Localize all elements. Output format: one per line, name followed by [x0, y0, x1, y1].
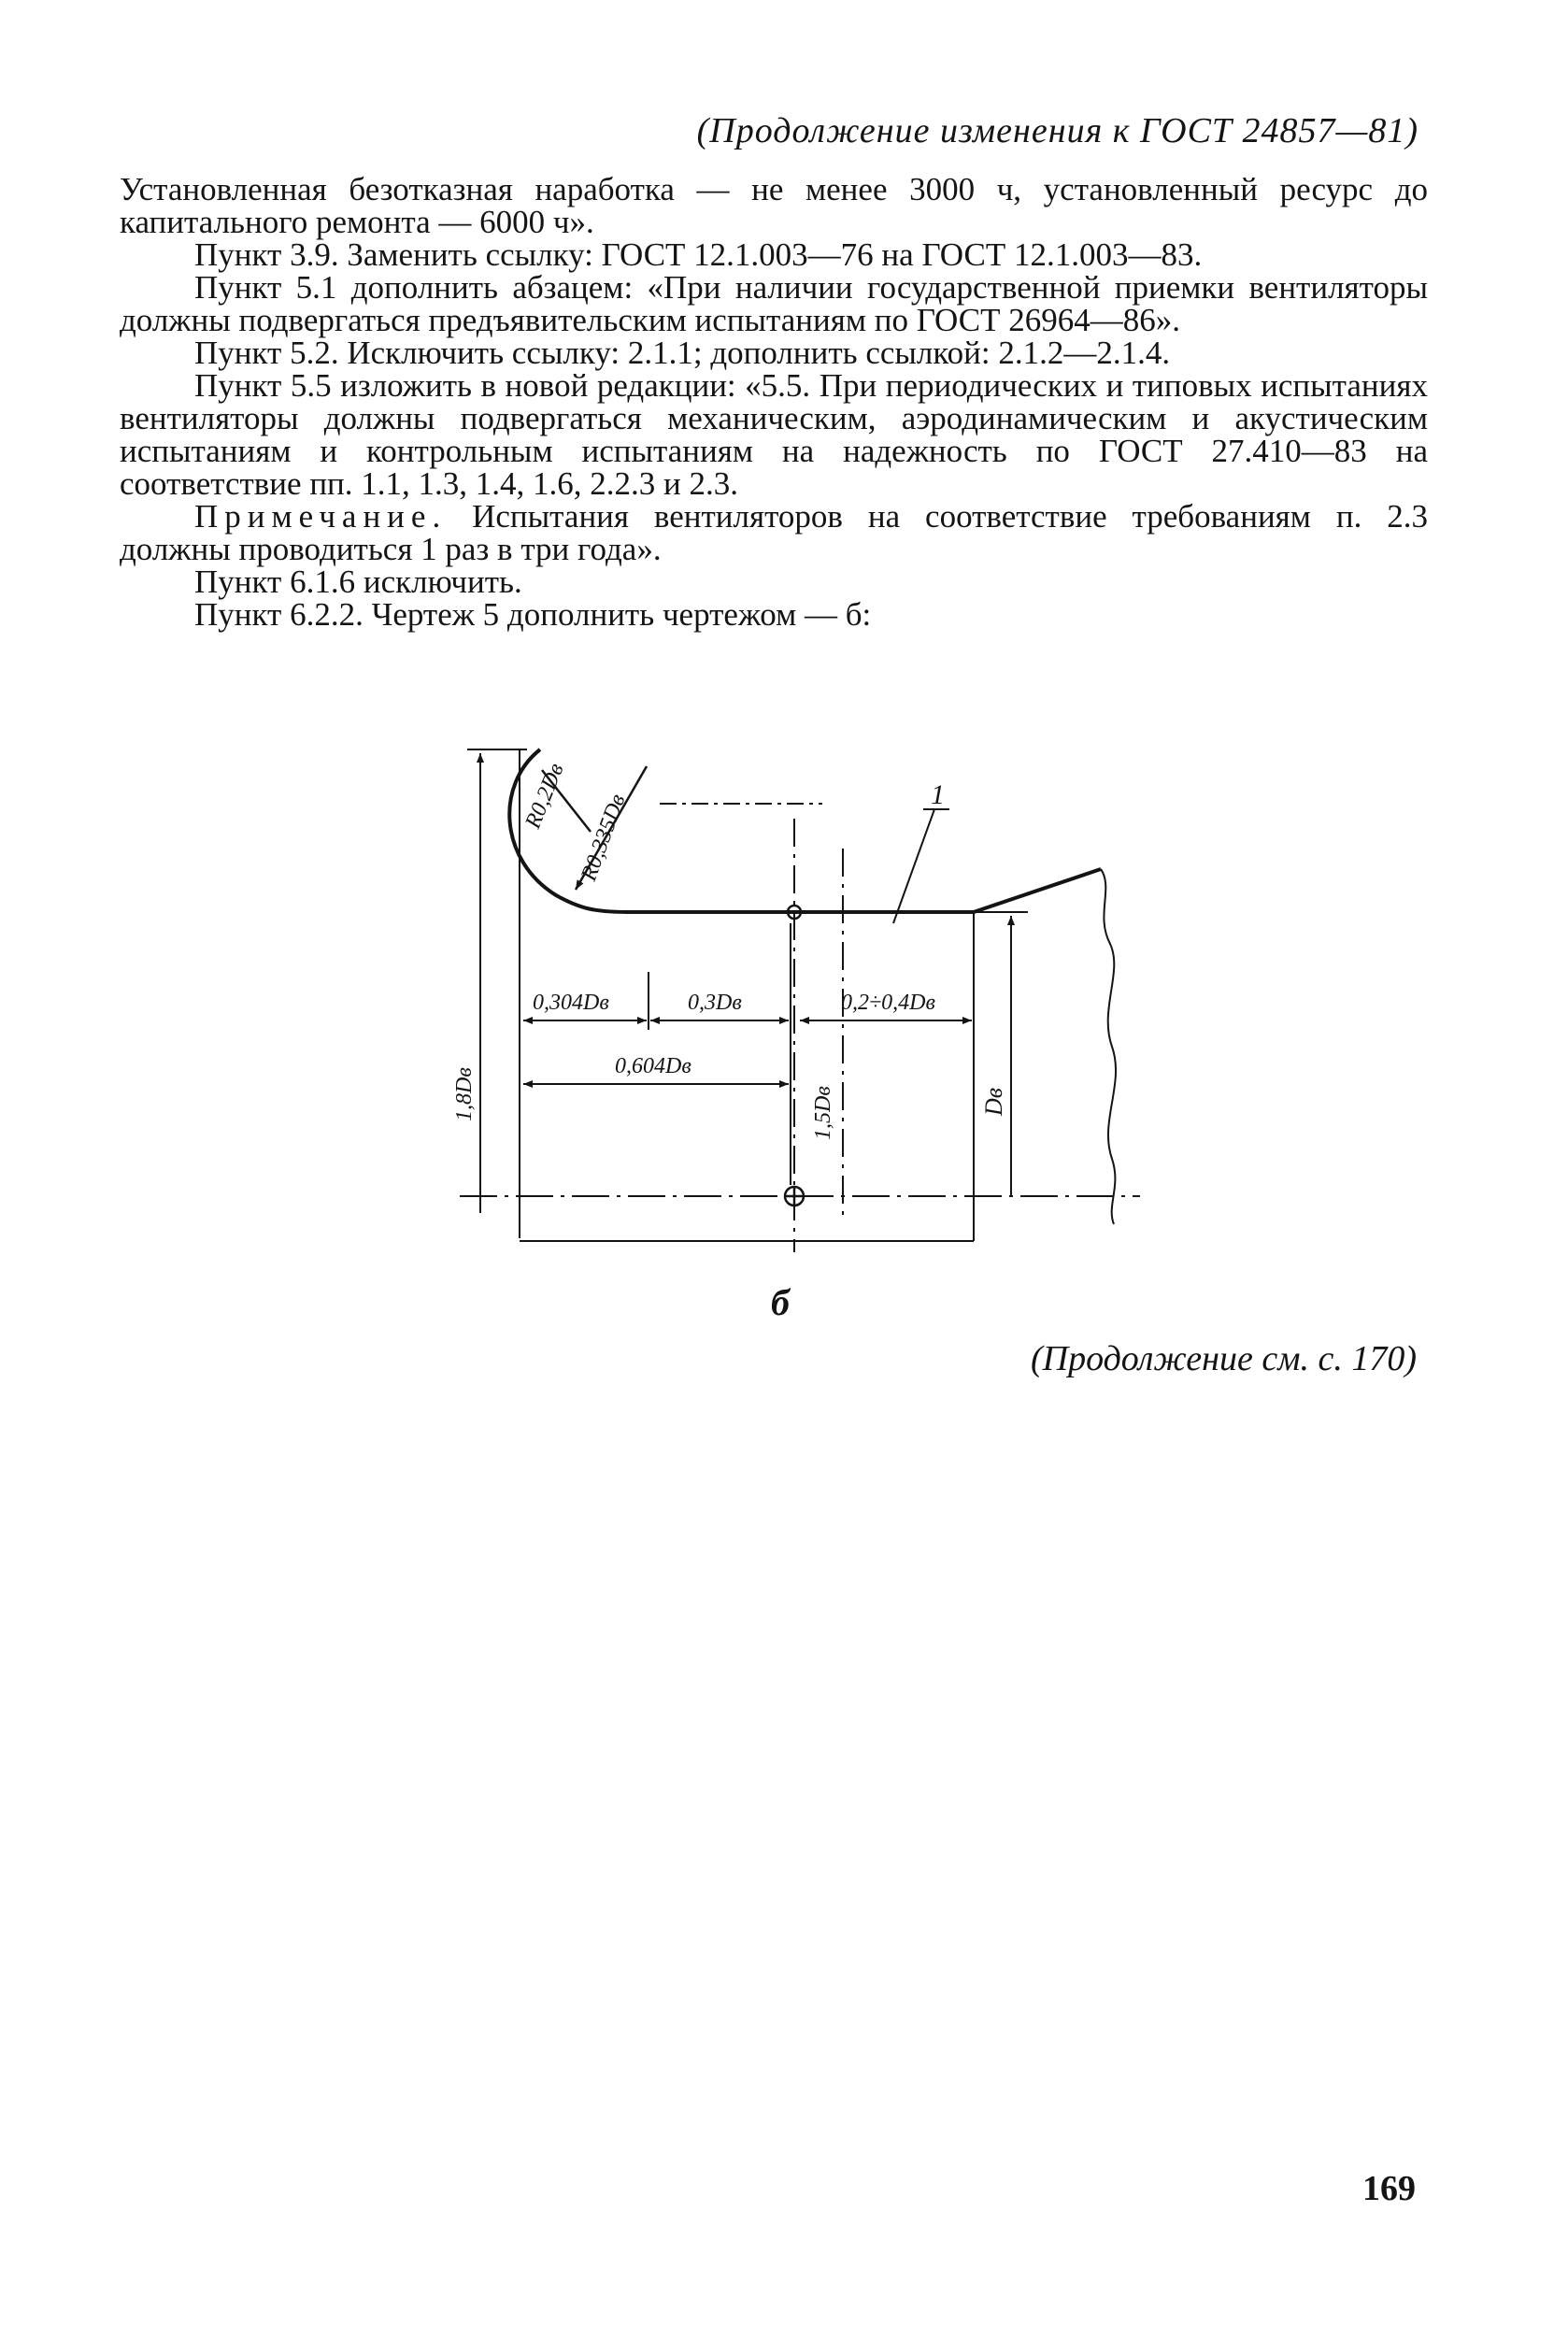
label-callout: 1: [931, 779, 945, 810]
paragraph: Пункт 3.9. Заменить ссылку: ГОСТ 12.1.003—76 на ГОСТ 12.1.003—83.: [194, 236, 1203, 273]
paragraph: Пункт 5.1 дополнить абзацем: «При наличии государственной приемки вентиляторы должны подвергаться предъявительским испытаниям по ГОСТ 26964—86».: [120, 269, 1428, 338]
label-r-large: R0,335Dв: [577, 791, 631, 885]
page-number: 169: [1362, 2169, 1416, 2208]
figure-label: б: [771, 1281, 790, 1323]
paragraph: Пункт 5.2. Исключить ссылку: 2.1.1; дополнить ссылкой: 2.1.2—2.1.4.: [194, 335, 1171, 371]
note-label: Примечание.: [194, 498, 448, 535]
technical-drawing: [430, 729, 1159, 1271]
note-paragraph: [120, 500, 1428, 565]
label-dim-0-304: 0,304Dв: [533, 991, 609, 1015]
paragraph: Пункт 5.5 изложить в новой редакции: «5.5. При периодических и типовых испытаниях вентиляторы должны подвергаться механическим, аэродинамическим и акустическим испытаниям и контрольным испытаниям на надежность по ГОСТ 27.410—83 на соответствие пп. 1.1, 1.3, 1.4, 1.6, 2.2.3 и 2.3.: [120, 367, 1428, 502]
label-dim-1-8: 1,8Dв: [452, 1067, 477, 1121]
label-dim-0-604: 0,604Dв: [615, 1054, 691, 1078]
label-dim-d: Dв: [980, 1087, 1007, 1116]
label-r-small: R0,2Dв: [520, 760, 569, 833]
continuation-note: (Продолжение см. с. 170): [1030, 1339, 1417, 1378]
diffuser-line: [974, 869, 1101, 912]
label-dim-1-5: 1,5Dв: [811, 1086, 835, 1140]
break-line: [1101, 869, 1116, 1224]
page-header: (Продолжение изменения к ГОСТ 24857—81): [696, 111, 1418, 150]
label-dim-0-2-0-4: 0,2÷0,4Dв: [841, 991, 935, 1015]
body-text: [120, 173, 1428, 631]
paragraph: Пункт 6.1.6 исключить.: [194, 564, 522, 600]
label-dim-0-3: 0,3Dв: [688, 991, 742, 1015]
callout-leader: [893, 809, 934, 923]
paragraph: Пункт 6.2.2. Чертеж 5 дополнить чертежом — б:: [194, 596, 872, 633]
paragraph: Установленная безотказная наработка — не менее 3000 ч, установленный ресурс до капитального ремонта — 6000 ч».: [120, 171, 1428, 240]
note-text: Испытания вентиляторов на соответствие требованиям п. 2.3 должны проводиться 1 раз в три года».: [120, 498, 1428, 567]
